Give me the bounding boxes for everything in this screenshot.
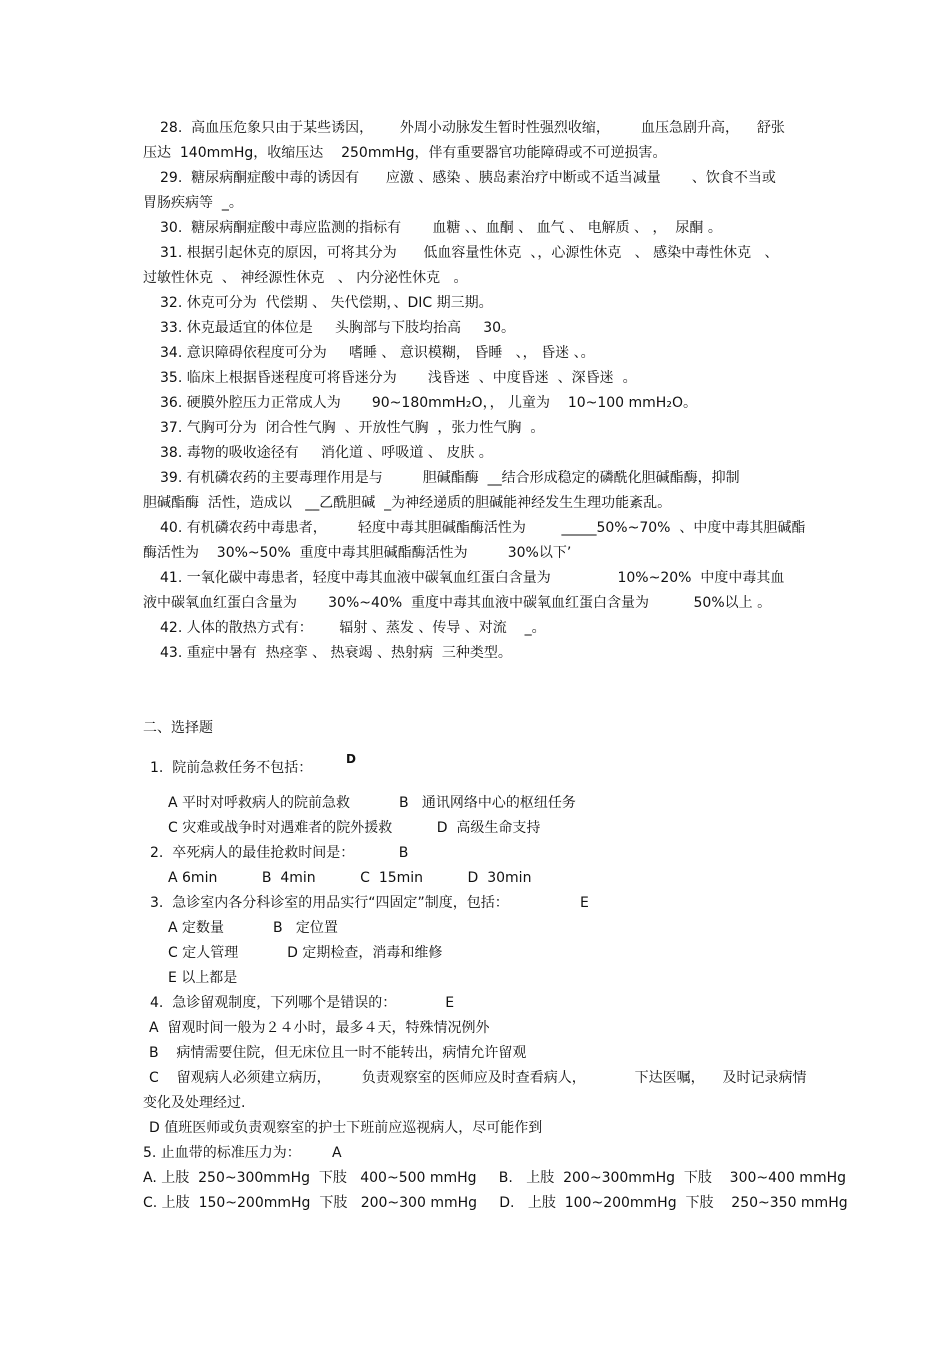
- question-1: 1. 院前急救任务不包括：: [150, 760, 313, 776]
- option-line: C 留观病人必须建立病历， 负责观察室的医师应及时查看病人， 下达医嘱， 及时记录病情: [149, 1070, 807, 1086]
- fill-line-37: 37. 气胸可分为 闭合性气胸 、开放性气胸 ，张力性气胸 。: [160, 420, 545, 436]
- fill-line-43: 43. 重症中暑有 热痉挛 、 热衰竭 、热射病 三种类型。: [160, 645, 512, 661]
- question-2: 2. 卒死病人的最佳抢救时间是： B: [150, 845, 409, 861]
- fill-line-39-cont: 胆碱酯酶 活性，造成以 __乙酰胆碱 _为神经递质的胆碱能神经发生生理功能紊乱。: [143, 495, 672, 511]
- option-line: C 灾难或战争时对遇难者的院外援救 D 高级生命支持: [168, 820, 541, 836]
- fill-line-29-cont: 胃肠疾病等 _。: [143, 195, 243, 211]
- fill-line-28-cont: 压达 140mmHg，收缩压达 250mmHg，伴有重要器官功能障碍或不可逆损害。: [143, 145, 667, 161]
- fill-line-31-cont: 过敏性休克 、 神经源性休克 、 内分泌性休克 。: [143, 270, 468, 286]
- fill-line-31: 31. 根据引起休克的原因，可将其分为 低血容量性休克 、，心源性休克 、 感染中毒性休克 、: [160, 245, 779, 261]
- fill-line-28: 28. 高血压危象只由于某些诱因， 外周小动脉发生暂时性强烈收缩， 血压急剧升高， 舒张: [160, 120, 785, 136]
- fill-line-32: 32. 休克可分为 代偿期 、 失代偿期，、DIC 期三期。: [160, 295, 493, 311]
- option-line: A 留观时间一般为２４小时，最多４天，特殊情况例外: [149, 1020, 490, 1036]
- question-3: 3. 急诊室内各分科诊室的用品实行“四固定”制度，包括： E: [150, 895, 589, 911]
- fill-line-29: 29. 糖尿病酮症酸中毒的诱因有 应激 、感染 、胰岛素治疗中断或不适当减量 、饮食不当或: [160, 170, 776, 186]
- fill-line-33: 33. 休克最适宜的体位是 头胸部与下肢均抬高 30。: [160, 320, 516, 336]
- option-line: A 平时对呼救病人的院前急救 B 通讯网络中心的枢纽任务: [168, 795, 576, 811]
- option-line: B 病情需要住院，但无床位且一时不能转出，病情允许留观: [149, 1045, 527, 1061]
- option-line-cont: 变化及处理经过.: [143, 1095, 246, 1111]
- option-line: D 值班医师或负责观察室的护士下班前应巡视病人，尽可能作到: [149, 1120, 543, 1136]
- section-title: 二、选择题: [143, 720, 213, 736]
- answer-1: D: [346, 752, 356, 766]
- fill-line-41-cont: 液中碳氧血红蛋白含量为 30%~40% 重度中毒其血液中碳氧血红蛋白含量为 50%以上 。: [143, 595, 772, 611]
- fill-line-40: 40. 有机磷农药中毒患者， 轻度中毒其胆碱酯酶活性为 _____50%~70% 、中度中毒其胆碱酯: [160, 520, 806, 536]
- option-line: A 6min B 4min C 15min D 30min: [168, 870, 532, 886]
- option-line: C. 上肢 150~200mmHg 下肢 200~300 mmHg D. 上肢 100~200mmHg 下肢 250~350 mmHg: [143, 1195, 848, 1211]
- fill-line-39: 39. 有机磷农药的主要毒理作用是与 胆碱酯酶 __结合形成稳定的磷酰化胆碱酯酶，抑制: [160, 470, 740, 486]
- option-line: A. 上肢 250~300mmHg 下肢 400~500 mmHg B. 上肢 200~300mmHg 下肢 300~400 mmHg: [143, 1170, 846, 1186]
- fill-line-38: 38. 毒物的吸收途径有 消化道 、呼吸道 、 皮肤 。: [160, 445, 493, 461]
- option-line: E 以上都是: [168, 970, 238, 986]
- fill-line-30: 30. 糖尿病酮症酸中毒应监测的指标有 血糖 、、血酮 、 血气 、 电解质 、 ， 尿酮 。: [160, 220, 722, 236]
- fill-line-40-cont: 酶活性为 30%~50% 重度中毒其胆碱酯酶活性为 30%以下’: [143, 545, 572, 561]
- fill-line-35: 35. 临床上根据昏迷程度可将昏迷分为 浅昏迷 、中度昏迷 、深昏迷 。: [160, 370, 637, 386]
- question-4: 4. 急诊留观制度，下列哪个是错误的： E: [150, 995, 455, 1011]
- fill-line-34: 34. 意识障碍依程度可分为 嗜睡 、 意识模糊， 昏睡 、， 昏迷 、。: [160, 345, 595, 361]
- option-line: C 定人管理 D 定期检查，消毒和维修: [168, 945, 443, 961]
- option-line: A 定数量 B 定位置: [168, 920, 338, 936]
- fill-line-42: 42. 人体的散热方式有： 辐射 、蒸发 、传导 、对流 _。: [160, 620, 546, 636]
- fill-line-36: 36. 硬膜外腔压力正常成人为 90~180mmH₂O，， 儿童为 10~100 mmH₂O。: [160, 395, 697, 411]
- question-5: 5. 止血带的标准压力为： A: [143, 1145, 342, 1161]
- fill-line-41: 41. 一氧化碳中毒患者，轻度中毒其血液中碳氧血红蛋白含量为 10%~20% 中度中毒其血: [160, 570, 785, 586]
